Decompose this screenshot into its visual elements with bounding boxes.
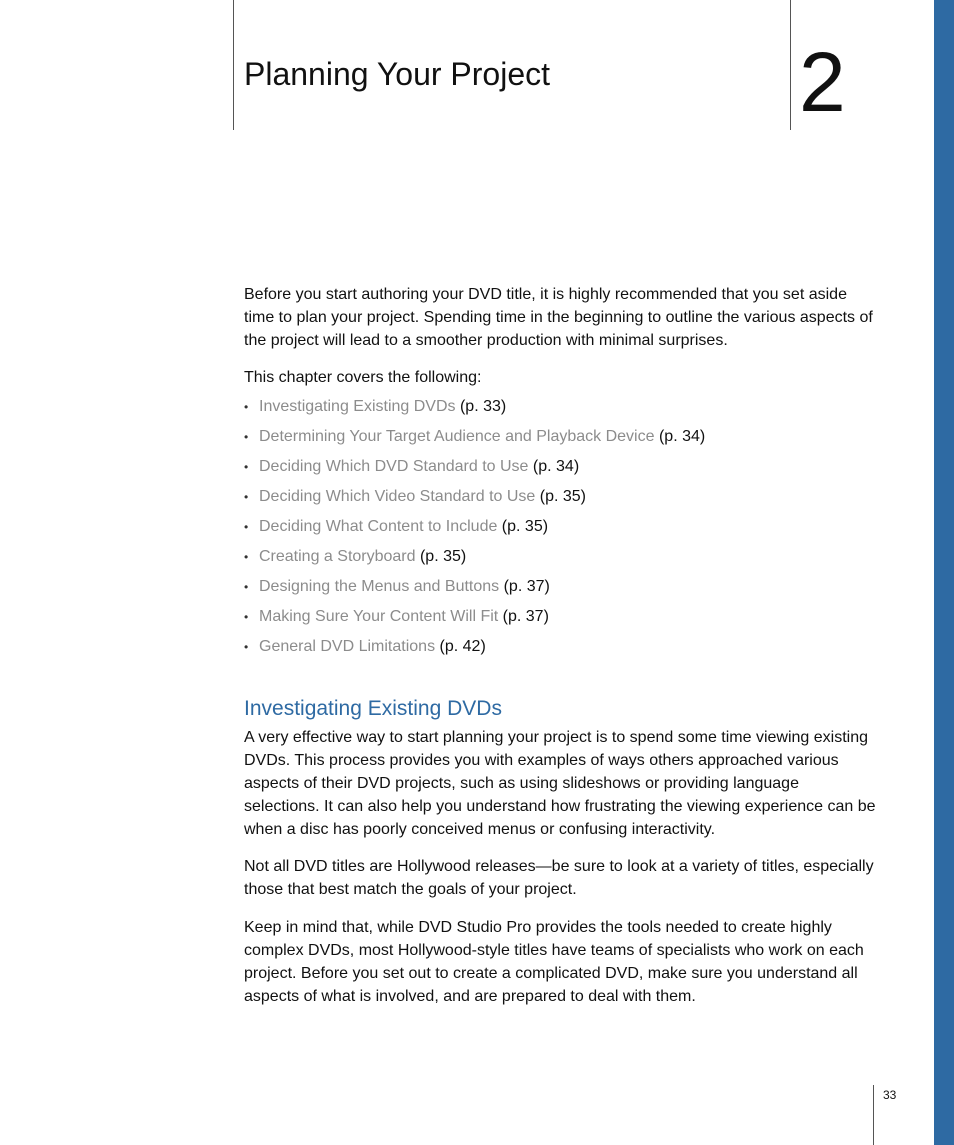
toc-link-content-fit[interactable]: Making Sure Your Content Will Fit xyxy=(259,608,499,625)
toc-link-investigating[interactable]: Investigating Existing DVDs xyxy=(259,398,456,415)
bullet-icon: • xyxy=(244,550,249,564)
list-item xyxy=(244,425,705,455)
toc-link-storyboard[interactable]: Creating a Storyboard xyxy=(259,548,416,565)
bullet-icon: • xyxy=(244,580,249,594)
toc-link-dvd-standard[interactable]: Deciding Which DVD Standard to Use xyxy=(259,458,529,475)
footer-rule xyxy=(873,1085,874,1145)
chapter-title: Planning Your Project xyxy=(244,56,550,92)
toc-link-target-audience[interactable]: Determining Your Target Audience and Playback Device xyxy=(259,428,655,445)
list-item xyxy=(244,455,705,485)
section-paragraph: Keep in mind that, while DVD Studio Pro provides the tools needed to create highly complex DVDs, most Hollywood-style titles have teams of specialists who work on each project. Before you set out to create a complicated DVD, make sure you understand all aspects of what is involved, and are prepared to deal with them. xyxy=(244,919,864,1005)
bullet-icon: • xyxy=(244,520,249,534)
section-paragraph: A very effective way to start planning your project is to spend some time viewing existing DVDs. This process provides you with examples of ways others approached various aspects of their DVD projects, such as using slideshows or providing language selections. It can also help you understand how frustrating the viewing experience can be when a disc has poorly conceived menus or confusing interactivity. xyxy=(244,729,876,838)
toc-link-menus-buttons[interactable]: Designing the Menus and Buttons xyxy=(259,578,500,595)
list-item xyxy=(244,395,705,425)
page-number: 33 xyxy=(883,1088,897,1102)
toc-page-ref: (p. 35) xyxy=(535,488,586,505)
header-rule-left xyxy=(233,0,234,130)
list-item xyxy=(244,605,705,635)
bullet-icon: • xyxy=(244,610,249,624)
chapter-contents-list xyxy=(244,395,705,665)
chapter-side-bar xyxy=(934,0,954,1145)
toc-page-ref: (p. 42) xyxy=(435,638,486,655)
bullet-icon: • xyxy=(244,430,249,444)
toc-link-limitations[interactable]: General DVD Limitations xyxy=(259,638,436,655)
covers-label: This chapter covers the following: xyxy=(244,369,482,386)
toc-page-ref: (p. 37) xyxy=(498,608,549,625)
intro-paragraph: Before you start authoring your DVD title, it is highly recommended that you set aside time to plan your project. Spending time in the beginning to outline the various aspects of the project will lead to a smoother production with minimal surprises. xyxy=(244,286,873,349)
toc-link-content[interactable]: Deciding What Content to Include xyxy=(259,518,498,535)
toc-page-ref: (p. 35) xyxy=(415,548,467,565)
bullet-icon: • xyxy=(244,640,249,654)
chapter-number: 2 xyxy=(799,35,846,129)
list-item xyxy=(244,485,705,515)
toc-link-video-standard[interactable]: Deciding Which Video Standard to Use xyxy=(259,488,536,505)
section-heading: Investigating Existing DVDs xyxy=(244,697,502,720)
list-item xyxy=(244,545,705,575)
toc-page-ref: (p. 34) xyxy=(528,458,580,475)
list-item xyxy=(244,575,705,605)
toc-page-ref: (p. 33) xyxy=(455,398,507,415)
toc-page-ref: (p. 37) xyxy=(499,578,550,595)
bullet-icon: • xyxy=(244,460,249,474)
toc-page-ref: (p. 34) xyxy=(654,428,706,445)
section-paragraph: Not all DVD titles are Hollywood releases—be sure to look at a variety of titles, especially those that best match the goals of your project. xyxy=(244,858,874,898)
list-item xyxy=(244,635,705,665)
list-item xyxy=(244,515,705,545)
header-rule-right xyxy=(790,0,791,130)
bullet-icon: • xyxy=(244,490,249,504)
bullet-icon: • xyxy=(244,400,249,414)
toc-page-ref: (p. 35) xyxy=(497,518,549,535)
